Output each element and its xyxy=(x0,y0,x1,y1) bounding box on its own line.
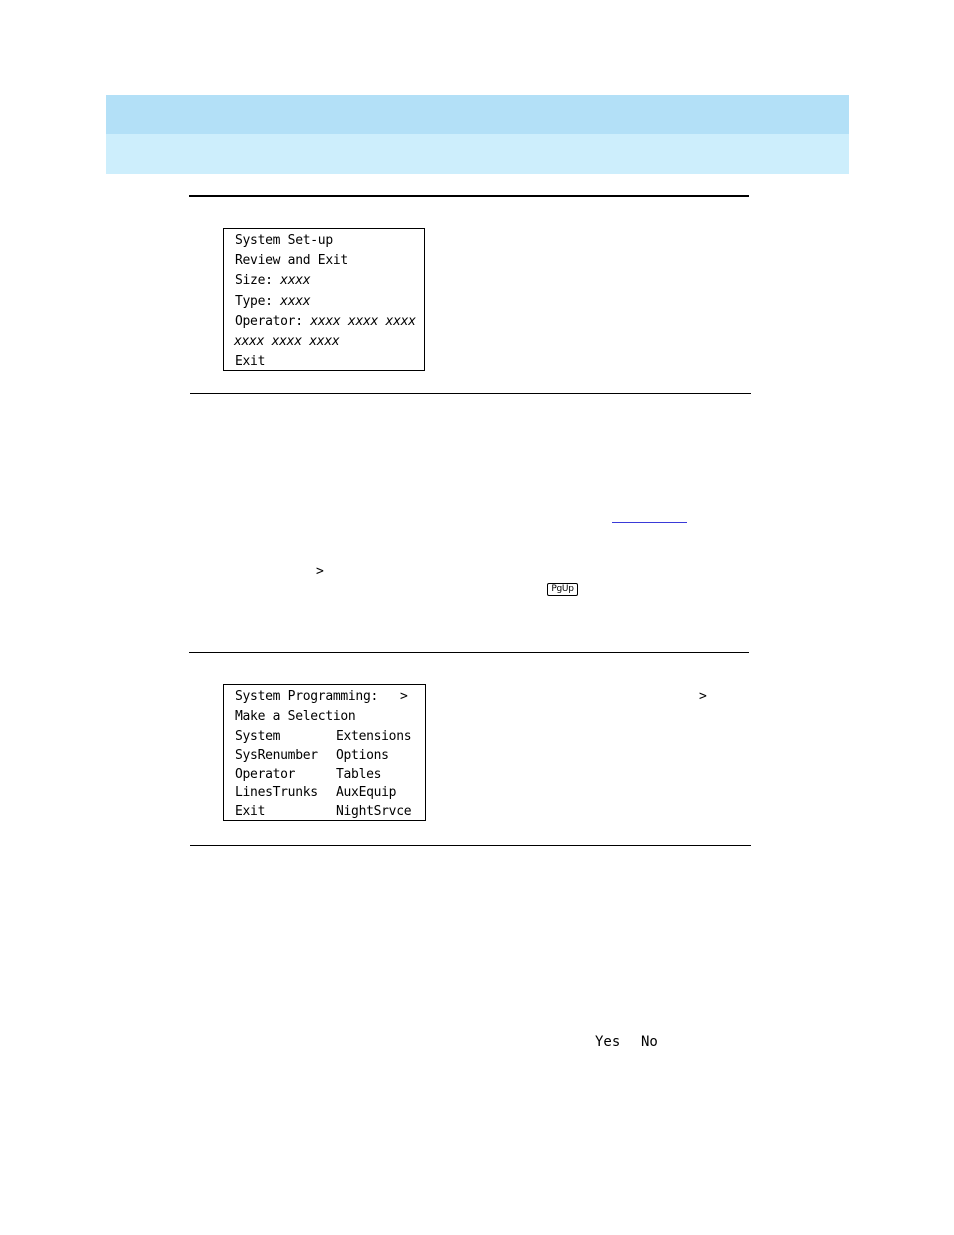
menu-option-operator[interactable]: Operator xyxy=(235,767,296,782)
size-label: Size: xyxy=(235,273,281,288)
no-softkey[interactable]: No xyxy=(641,1034,658,1050)
display-line-operator-cont: xxxx xxxx xxxx xyxy=(234,334,340,349)
pgup-key-icon: PgUp xyxy=(547,583,578,596)
section-rule-1 xyxy=(190,393,751,394)
menu-option-linestrunks[interactable]: LinesTrunks xyxy=(235,785,318,800)
display-line-review: Review and Exit xyxy=(235,253,348,268)
side-arrow-right-icon: > xyxy=(699,689,707,704)
display-line-size xyxy=(235,273,310,288)
section-rule-top xyxy=(189,195,749,197)
menu-option-system[interactable]: System xyxy=(235,729,281,744)
menu-option-sysrenumber[interactable]: SysRenumber xyxy=(235,748,318,763)
header-band-bottom xyxy=(106,134,849,174)
menu-option-exit[interactable]: Exit xyxy=(235,804,266,819)
display-line-operator xyxy=(235,314,416,329)
menu-option-extensions[interactable]: Extensions xyxy=(336,729,412,744)
type-label: Type: xyxy=(235,294,281,309)
arrow-right-icon: > xyxy=(316,564,324,579)
section-rule-3 xyxy=(190,845,751,846)
operator-value-1: xxxx xxxx xxxx xyxy=(310,314,416,329)
menu-option-auxequip[interactable]: AuxEquip xyxy=(336,785,397,800)
menu-option-nightsrvce[interactable]: NightSrvce xyxy=(336,804,412,819)
type-value: xxxx xyxy=(280,294,311,309)
display-line-title: System Set-up xyxy=(235,233,333,248)
section-rule-2 xyxy=(189,652,749,653)
yes-softkey[interactable]: Yes xyxy=(595,1034,621,1050)
display-line-exit: Exit xyxy=(235,354,266,369)
display-line-make-selection: Make a Selection xyxy=(235,709,356,724)
operator-label: Operator: xyxy=(235,314,311,329)
size-value: xxxx xyxy=(280,273,311,288)
system-setup-display xyxy=(223,228,425,371)
system-programming-display xyxy=(223,684,426,821)
header-band-top xyxy=(106,95,849,134)
cross-reference-link[interactable] xyxy=(612,522,687,523)
display-line-type xyxy=(235,294,310,309)
display-title-arrow-icon: > xyxy=(400,689,408,704)
menu-option-tables[interactable]: Tables xyxy=(336,767,382,782)
display-line-sysprog-title: System Programming: xyxy=(235,689,379,704)
menu-option-options[interactable]: Options xyxy=(336,748,389,763)
